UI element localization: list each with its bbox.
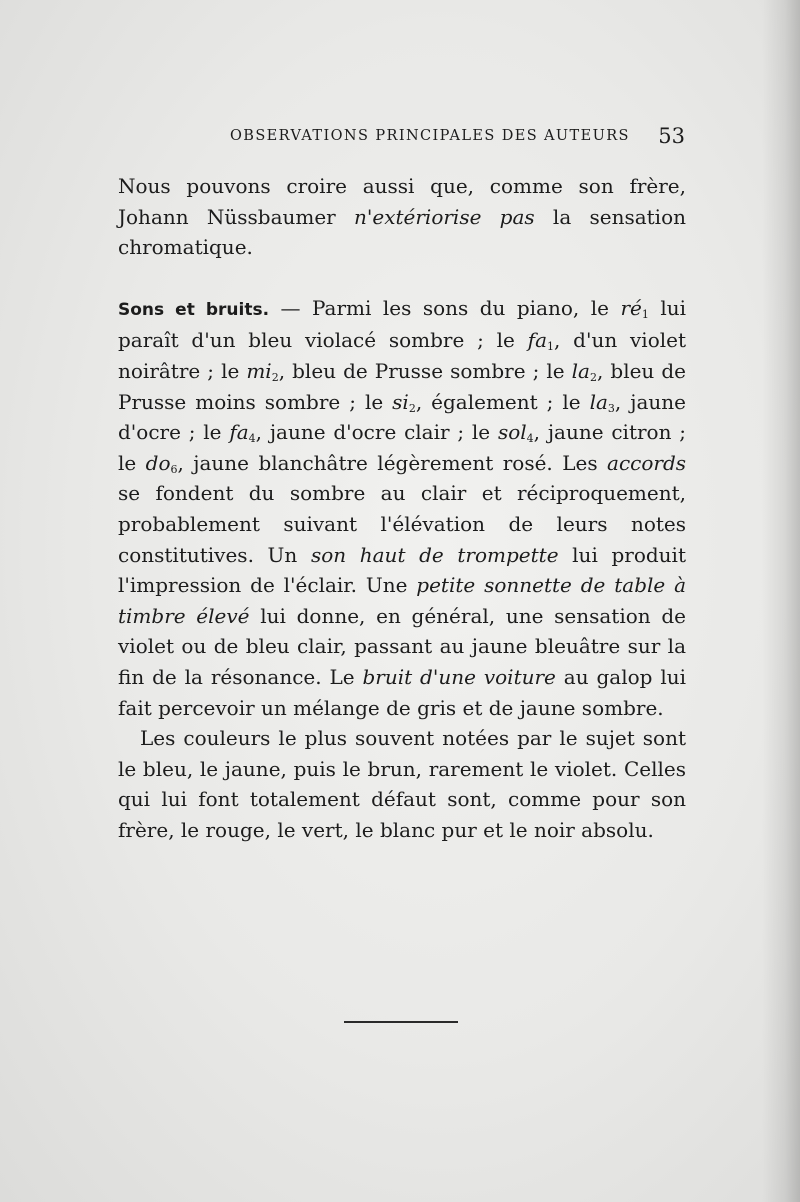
italic-run: accords bbox=[607, 450, 687, 475]
running-head bbox=[115, 124, 685, 148]
text-run: , jaune d'ocre clair ; le bbox=[255, 420, 498, 445]
text-run: , jaune d'ocre ; le bbox=[118, 389, 686, 445]
octave-subscript: 6 bbox=[170, 462, 178, 476]
body-text bbox=[118, 171, 686, 845]
text-run: lui paraît d'un bleu violacé sombre ; le bbox=[118, 295, 686, 353]
note-name: la bbox=[589, 389, 608, 414]
paragraph-1 bbox=[118, 171, 686, 263]
text-run: — Parmi les sons du piano, le bbox=[269, 295, 621, 320]
text-run: , également ; le bbox=[415, 389, 590, 414]
octave-subscript: 4 bbox=[526, 432, 534, 446]
octave-subscript: 1 bbox=[547, 340, 554, 354]
paragraph-3: Les couleurs le plus souvent notées par le sujet sont le bleu, le jaune, puis le brun, rarement le violet. Celles qui lui font totalement défaut sont, comme pour son frère, le rouge, le vert, le blanc pur et le noir absolu. bbox=[118, 726, 686, 842]
octave-subscript: 2 bbox=[271, 370, 279, 384]
end-rule bbox=[344, 1021, 458, 1023]
note-name: fa bbox=[229, 420, 249, 445]
text-run: Nous pouvons croire aussi que, comme son frère, Johann Nüssbaumer bbox=[118, 174, 686, 229]
note-name: sol bbox=[497, 420, 527, 445]
text-run: au galop lui fait percevoir un mélange de gris et de jaune sombre. bbox=[118, 664, 686, 720]
octave-subscript: 4 bbox=[248, 432, 256, 446]
section-run-in-heading: Sons et bruits. bbox=[118, 299, 270, 320]
text-run: , bleu de Prusse moins sombre ; le bbox=[118, 358, 686, 414]
text-run: , jaune citron ; le bbox=[118, 420, 686, 475]
paragraph-sons-et-bruits bbox=[118, 293, 686, 723]
note-name: si bbox=[392, 389, 409, 414]
italic-run: n'extériorise pas bbox=[354, 204, 535, 229]
note-name: ré bbox=[620, 295, 642, 320]
text-run: , d'un violet noirâtre ; le bbox=[118, 328, 686, 383]
italic-run: petite sonnette de table à timbre élevé bbox=[118, 573, 686, 628]
text-run: lui produit l'impression de l'éclair. Une bbox=[118, 542, 686, 598]
octave-subscript: 2 bbox=[589, 370, 597, 384]
note-name: fa bbox=[527, 328, 547, 353]
text-run: la sensation chromatique. bbox=[118, 204, 687, 260]
text-run: lui donne, en général, une sensation de violet ou de bleu clair, passant au jaune bleuâtre sur la fin de la résonance. Le bbox=[118, 603, 686, 689]
text-run: , bleu de Prusse sombre ; le bbox=[278, 358, 572, 383]
italic-run: bruit d'une voiture bbox=[362, 664, 556, 689]
page-number: 53 bbox=[658, 124, 685, 148]
note-name: do bbox=[145, 450, 171, 475]
note-name: mi bbox=[246, 358, 272, 383]
octave-subscript: 2 bbox=[408, 401, 416, 415]
octave-subscript: 1 bbox=[641, 307, 649, 321]
note-name: la bbox=[571, 358, 590, 383]
italic-run: son haut de trompette bbox=[310, 542, 559, 567]
spine-shadow bbox=[762, 0, 800, 1202]
running-title: OBSERVATIONS PRINCIPALES DES AUTEURS bbox=[230, 128, 630, 144]
octave-subscript: 3 bbox=[607, 401, 615, 415]
text-run: se fondent du sombre au clair et réciproquement, probablement suivant l'élévation de leurs notes constitutives. Un bbox=[118, 481, 686, 567]
text-run: , jaune blanchâtre légèrement rosé. Les bbox=[177, 450, 608, 475]
